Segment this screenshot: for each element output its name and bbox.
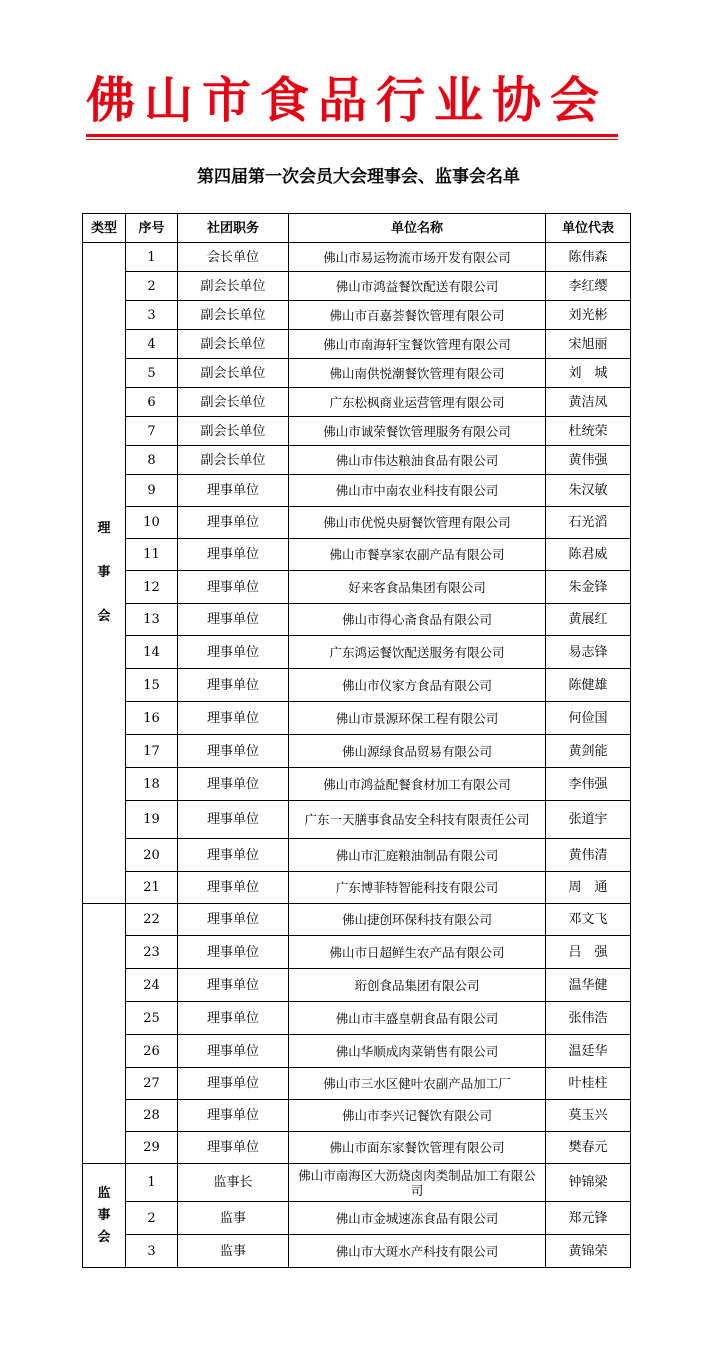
table-row [83, 272, 631, 301]
table-row [83, 669, 631, 702]
representative-cell: 宋旭丽 [546, 330, 631, 359]
role-cell: 监事 [178, 1202, 289, 1235]
row-number-cell: 11 [126, 539, 178, 571]
table-row [83, 388, 631, 417]
unit-name-cell: 广东鸿运餐饮配送服务有限公司 [289, 636, 546, 669]
unit-name-cell: 佛山市鸿益餐饮配送有限公司 [289, 272, 546, 301]
unit-name-cell: 佛山市伟达粮油食品有限公司 [289, 446, 546, 475]
unit-name-cell: 佛山捷创环保科技有限公司 [289, 904, 546, 936]
unit-name-cell: 广东松枫商业运营管理有限公司 [289, 388, 546, 417]
unit-name-cell: 佛山源绿食品贸易有限公司 [289, 735, 546, 768]
table-row [83, 1002, 631, 1035]
unit-name-cell: 佛山市诚荣餐饮管理服务有限公司 [289, 417, 546, 446]
row-number-cell: 17 [126, 735, 178, 768]
table-row [83, 1035, 631, 1068]
role-cell: 副会长单位 [178, 417, 289, 446]
row-number-cell: 24 [126, 969, 178, 1002]
unit-name-cell: 佛山市汇庭粮油制品有限公司 [289, 839, 546, 872]
representative-cell: 黄展红 [546, 604, 631, 636]
role-cell: 会长单位 [178, 243, 289, 272]
role-cell: 理事单位 [178, 839, 289, 872]
unit-name-cell: 好来客食品集团有限公司 [289, 571, 546, 604]
group-blank [83, 904, 126, 1164]
representative-cell: 黄伟清 [546, 839, 631, 872]
row-number-cell: 23 [126, 936, 178, 969]
table-row [83, 446, 631, 475]
unit-name-cell: 佛山华顺成肉菜销售有限公司 [289, 1035, 546, 1068]
table-row [83, 768, 631, 801]
row-number-cell: 5 [126, 359, 178, 388]
row-number-cell: 16 [126, 702, 178, 735]
role-cell: 理事单位 [178, 604, 289, 636]
unit-name-cell: 佛山市得心斋食品有限公司 [289, 604, 546, 636]
row-number-cell: 4 [126, 330, 178, 359]
role-cell: 理事单位 [178, 904, 289, 936]
unit-name-cell: 佛山市三水区健叶农副产品加工厂 [289, 1068, 546, 1100]
representative-cell: 刘 城 [546, 359, 631, 388]
group-supervisory: 监 事 会 [83, 1164, 126, 1268]
table-row [83, 839, 631, 872]
representative-cell: 周 通 [546, 872, 631, 904]
representative-cell: 温华健 [546, 969, 631, 1002]
role-cell: 副会长单位 [178, 330, 289, 359]
table-row [83, 1100, 631, 1132]
row-number-cell: 19 [126, 801, 178, 839]
representative-cell: 朱金锋 [546, 571, 631, 604]
table-row [83, 359, 631, 388]
representative-cell: 钟锦梁 [546, 1164, 631, 1202]
row-number-cell: 26 [126, 1035, 178, 1068]
representative-cell: 叶桂柱 [546, 1068, 631, 1100]
representative-cell: 黄伟强 [546, 446, 631, 475]
role-cell: 理事单位 [178, 936, 289, 969]
representative-cell: 温廷华 [546, 1035, 631, 1068]
representative-cell: 刘光彬 [546, 301, 631, 330]
row-number-cell: 3 [126, 301, 178, 330]
table-row [83, 1164, 631, 1202]
role-cell: 理事单位 [178, 702, 289, 735]
unit-name-cell: 佛山市易运物流市场开发有限公司 [289, 243, 546, 272]
unit-name-cell: 佛山市丰盛皇朝食品有限公司 [289, 1002, 546, 1035]
unit-name-cell: 佛山南供悦潮餐饮管理有限公司 [289, 359, 546, 388]
table-row [83, 330, 631, 359]
unit-name-cell: 佛山市面东家餐饮管理有限公司 [289, 1132, 546, 1164]
table-row [83, 1132, 631, 1164]
row-number-cell: 27 [126, 1068, 178, 1100]
role-cell: 理事单位 [178, 1002, 289, 1035]
unit-name-cell: 佛山市优悦央厨餐饮管理有限公司 [289, 507, 546, 539]
table-row [83, 872, 631, 904]
table-row [83, 475, 631, 507]
role-cell: 理事单位 [178, 1132, 289, 1164]
representative-cell: 杜统荣 [546, 417, 631, 446]
role-cell: 理事单位 [178, 636, 289, 669]
unit-name-cell: 佛山市餐享家农副产品有限公司 [289, 539, 546, 571]
table-row [83, 1202, 631, 1235]
role-cell: 理事单位 [178, 735, 289, 768]
representative-cell: 石光滔 [546, 507, 631, 539]
column-header-number: 序号 [126, 214, 178, 243]
representative-cell: 易志锋 [546, 636, 631, 669]
unit-name-cell: 佛山市李兴记餐饮有限公司 [289, 1100, 546, 1132]
table-row [83, 936, 631, 969]
role-cell: 副会长单位 [178, 359, 289, 388]
role-cell: 理事单位 [178, 539, 289, 571]
column-header-unit-name: 单位名称 [289, 214, 546, 243]
role-cell: 副会长单位 [178, 446, 289, 475]
row-number-cell: 1 [126, 1164, 178, 1202]
title-rule-thin [86, 139, 618, 140]
unit-name-cell: 佛山市百嘉荟餐饮管理有限公司 [289, 301, 546, 330]
role-cell: 副会长单位 [178, 301, 289, 330]
role-cell: 理事单位 [178, 768, 289, 801]
table-row [83, 969, 631, 1002]
representative-cell: 黄洁凤 [546, 388, 631, 417]
unit-name-cell: 佛山市南海区大沥烧卤肉类制品加工有限公司 [289, 1164, 546, 1202]
representative-cell: 李伟强 [546, 768, 631, 801]
table-row [83, 702, 631, 735]
unit-name-cell: 佛山市中南农业科技有限公司 [289, 475, 546, 507]
representative-cell: 莫玉兴 [546, 1100, 631, 1132]
row-number-cell: 8 [126, 446, 178, 475]
representative-cell: 黄剑能 [546, 735, 631, 768]
representative-cell: 黄锦荣 [546, 1235, 631, 1268]
role-cell: 监事长 [178, 1164, 289, 1202]
representative-cell: 陈健雄 [546, 669, 631, 702]
row-number-cell: 22 [126, 904, 178, 936]
role-cell: 理事单位 [178, 669, 289, 702]
table-row [83, 604, 631, 636]
table-row [83, 1235, 631, 1268]
representative-cell: 吕 强 [546, 936, 631, 969]
representative-cell: 朱汉敏 [546, 475, 631, 507]
table-header-row [83, 214, 631, 243]
role-cell: 理事单位 [178, 1035, 289, 1068]
table-row [83, 636, 631, 669]
unit-name-cell: 佛山市景源环保工程有限公司 [289, 702, 546, 735]
row-number-cell: 2 [126, 1202, 178, 1235]
table-row [83, 507, 631, 539]
row-number-cell: 13 [126, 604, 178, 636]
representative-cell: 张道宇 [546, 801, 631, 839]
unit-name-cell: 佛山市金城速冻食品有限公司 [289, 1202, 546, 1235]
row-number-cell: 14 [126, 636, 178, 669]
column-header-type: 类型 [83, 214, 126, 243]
row-number-cell: 15 [126, 669, 178, 702]
table-row [83, 801, 631, 839]
row-number-cell: 28 [126, 1100, 178, 1132]
row-number-cell: 9 [126, 475, 178, 507]
org-title: 佛山市食品行业协会 [86, 71, 609, 129]
unit-name-cell: 广东一天膳事食品安全科技有限责任公司 [289, 801, 546, 839]
table-row [83, 301, 631, 330]
table-row [83, 243, 631, 272]
role-cell: 理事单位 [178, 1068, 289, 1100]
role-cell: 理事单位 [178, 507, 289, 539]
unit-name-cell: 佛山市仪家方食品有限公司 [289, 669, 546, 702]
row-number-cell: 2 [126, 272, 178, 301]
table-body [83, 243, 631, 1268]
table-row [83, 539, 631, 571]
role-cell: 理事单位 [178, 571, 289, 604]
row-number-cell: 3 [126, 1235, 178, 1268]
table-row [83, 1068, 631, 1100]
column-header-representative: 单位代表 [546, 214, 631, 243]
row-number-cell: 6 [126, 388, 178, 417]
unit-name-cell: 广东博菲特智能科技有限公司 [289, 872, 546, 904]
role-cell: 理事单位 [178, 475, 289, 507]
title-rule-thick [86, 134, 618, 137]
column-header-role: 社团职务 [178, 214, 289, 243]
role-cell: 监事 [178, 1235, 289, 1268]
role-cell: 理事单位 [178, 872, 289, 904]
role-cell: 理事单位 [178, 969, 289, 1002]
document-title: 第四届第一次会员大会理事会、监事会名单 [197, 167, 520, 187]
row-number-cell: 7 [126, 417, 178, 446]
representative-cell: 陈君威 [546, 539, 631, 571]
table-row [83, 904, 631, 936]
member-table [82, 213, 631, 1268]
row-number-cell: 25 [126, 1002, 178, 1035]
representative-cell: 何俭国 [546, 702, 631, 735]
representative-cell: 张伟浩 [546, 1002, 631, 1035]
representative-cell: 邓文飞 [546, 904, 631, 936]
role-cell: 副会长单位 [178, 388, 289, 417]
unit-name-cell: 佛山市大斑水产科技有限公司 [289, 1235, 546, 1268]
row-number-cell: 20 [126, 839, 178, 872]
unit-name-cell: 珩创食品集团有限公司 [289, 969, 546, 1002]
table-row [83, 571, 631, 604]
row-number-cell: 21 [126, 872, 178, 904]
representative-cell: 陈伟森 [546, 243, 631, 272]
unit-name-cell: 佛山市鸿益配餐食材加工有限公司 [289, 768, 546, 801]
role-cell: 理事单位 [178, 801, 289, 839]
row-number-cell: 10 [126, 507, 178, 539]
row-number-cell: 1 [126, 243, 178, 272]
table-row [83, 735, 631, 768]
role-cell: 理事单位 [178, 1100, 289, 1132]
table-row [83, 417, 631, 446]
row-number-cell: 12 [126, 571, 178, 604]
unit-name-cell: 佛山市南海轩宝餐饮管理有限公司 [289, 330, 546, 359]
row-number-cell: 29 [126, 1132, 178, 1164]
row-number-cell: 18 [126, 768, 178, 801]
role-cell: 副会长单位 [178, 272, 289, 301]
representative-cell: 樊春元 [546, 1132, 631, 1164]
unit-name-cell: 佛山市日超鲜生农产品有限公司 [289, 936, 546, 969]
representative-cell: 李红缨 [546, 272, 631, 301]
representative-cell: 郑元锋 [546, 1202, 631, 1235]
group-council: 理 事 会 [83, 243, 126, 904]
